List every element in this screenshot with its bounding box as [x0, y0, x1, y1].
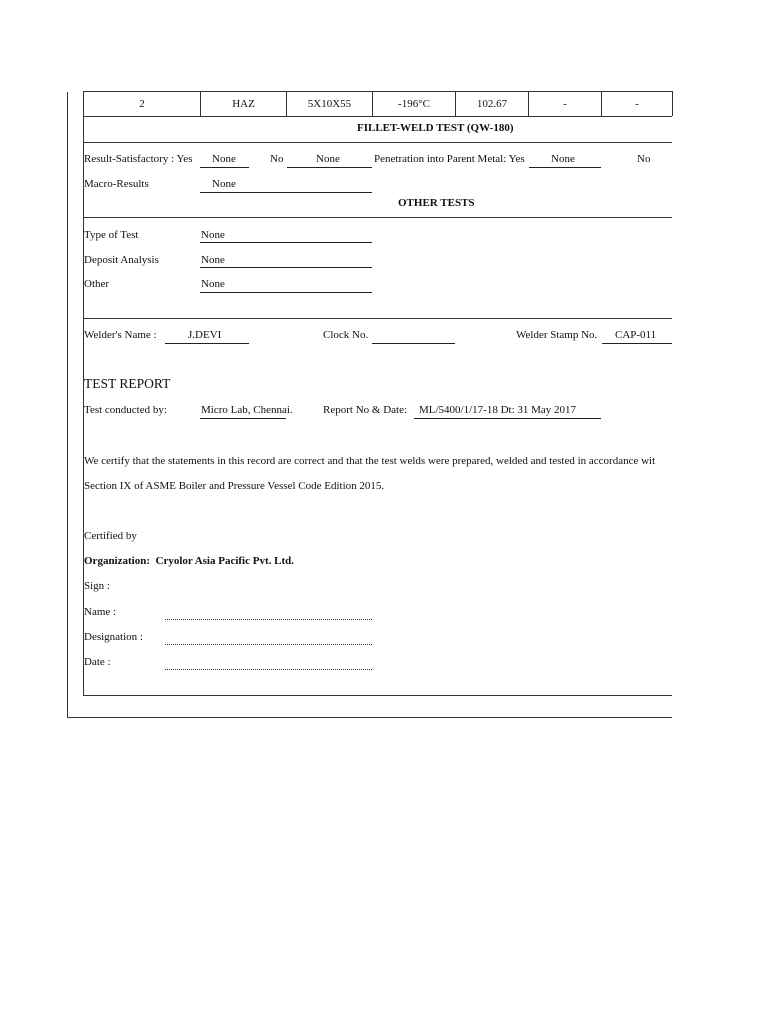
certified-by-label: Certified by — [84, 530, 137, 542]
test-conducted-label: Test conducted by: — [84, 404, 167, 416]
macro-results-value: None — [212, 178, 236, 190]
table-col-divider — [672, 91, 673, 116]
penetration-yes-underline — [529, 167, 601, 168]
table-cell-specimen-no: 2 — [139, 98, 145, 110]
result-no-value: None — [316, 153, 340, 165]
other-label: Other — [84, 278, 110, 290]
table-cell-size: 5X10X55 — [307, 98, 352, 110]
welder-stamp-value: CAP-011 — [615, 329, 657, 341]
name-label: Name : — [84, 606, 117, 618]
result-no-label: No — [270, 153, 284, 165]
deposit-analysis-underline — [200, 267, 372, 268]
welder-name-value: J.DEVI — [188, 329, 222, 341]
deposit-analysis-label: Deposit Analysis — [84, 254, 159, 266]
welder-top-divider — [83, 318, 672, 319]
type-of-test-label: Type of Test — [84, 229, 139, 241]
report-no-underline — [414, 418, 601, 419]
organization-label: Organization: — [84, 555, 150, 567]
certification-statement-line2: Section IX of ASME Boiler and Pressure Vessel Code Edition 2015. — [84, 480, 385, 492]
other-tests-divider — [83, 217, 672, 218]
deposit-analysis-value: None — [201, 254, 225, 266]
result-yes-value: None — [212, 153, 236, 165]
outer-left-border — [67, 92, 68, 718]
type-of-test-underline — [200, 242, 372, 243]
test-report-heading: TEST REPORT — [84, 376, 171, 391]
penetration-yes-value: None — [551, 153, 575, 165]
table-bottom-border — [83, 116, 672, 117]
outer-bottom-border — [67, 717, 672, 718]
organization-value: Cryolor Asia Pacific Pvt. Ltd. — [155, 555, 294, 567]
designation-label: Designation : — [84, 631, 143, 643]
welder-stamp-label: Welder Stamp No. — [516, 329, 598, 341]
table-cell-dash: - — [563, 98, 567, 110]
name-dotted-line — [165, 619, 372, 620]
result-no-underline — [287, 167, 372, 168]
table-cell-temperature: -196°C — [398, 98, 430, 110]
result-satisfactory-label: Result-Satisfactory : Yes — [84, 153, 193, 165]
macro-results-label: Macro-Results — [84, 178, 149, 190]
report-no-label: Report No & Date: — [323, 404, 408, 416]
test-conducted-value: Micro Lab, Chennai. — [201, 404, 293, 416]
inner-bottom-border — [83, 695, 672, 696]
result-yes-underline — [200, 167, 249, 168]
report-no-value: ML/5400/1/17-18 Dt: 31 May 2017 — [419, 404, 577, 416]
other-underline — [200, 292, 372, 293]
clock-no-underline — [372, 343, 455, 344]
designation-dotted-line — [165, 644, 372, 645]
table-cell-location: HAZ — [232, 98, 255, 110]
other-value: None — [201, 278, 225, 290]
welder-name-label: Welder's Name : — [84, 329, 157, 341]
date-label: Date : — [84, 656, 111, 668]
penetration-label: Penetration into Parent Metal: Yes — [374, 153, 525, 165]
welder-name-underline — [165, 343, 249, 344]
table-cell-value: 102.67 — [476, 98, 508, 110]
macro-results-underline — [200, 192, 372, 193]
date-dotted-line — [165, 669, 372, 670]
test-conducted-underline — [200, 418, 286, 419]
fillet-weld-heading: FILLET-WELD TEST (QW-180) — [357, 122, 514, 134]
fillet-heading-divider — [83, 142, 672, 143]
sign-label: Sign : — [84, 580, 110, 592]
other-tests-heading: OTHER TESTS — [398, 197, 475, 209]
welder-stamp-underline — [602, 343, 672, 344]
certification-statement-line1: We certify that the statements in this record are correct and that the test welds were prepared, welded and tested in accordance wit — [84, 455, 656, 467]
table-cell-dash: - — [635, 98, 639, 110]
type-of-test-value: None — [201, 229, 225, 241]
penetration-no-label: No — [637, 153, 651, 165]
clock-no-label: Clock No. — [323, 329, 369, 341]
organization-line — [84, 555, 294, 567]
